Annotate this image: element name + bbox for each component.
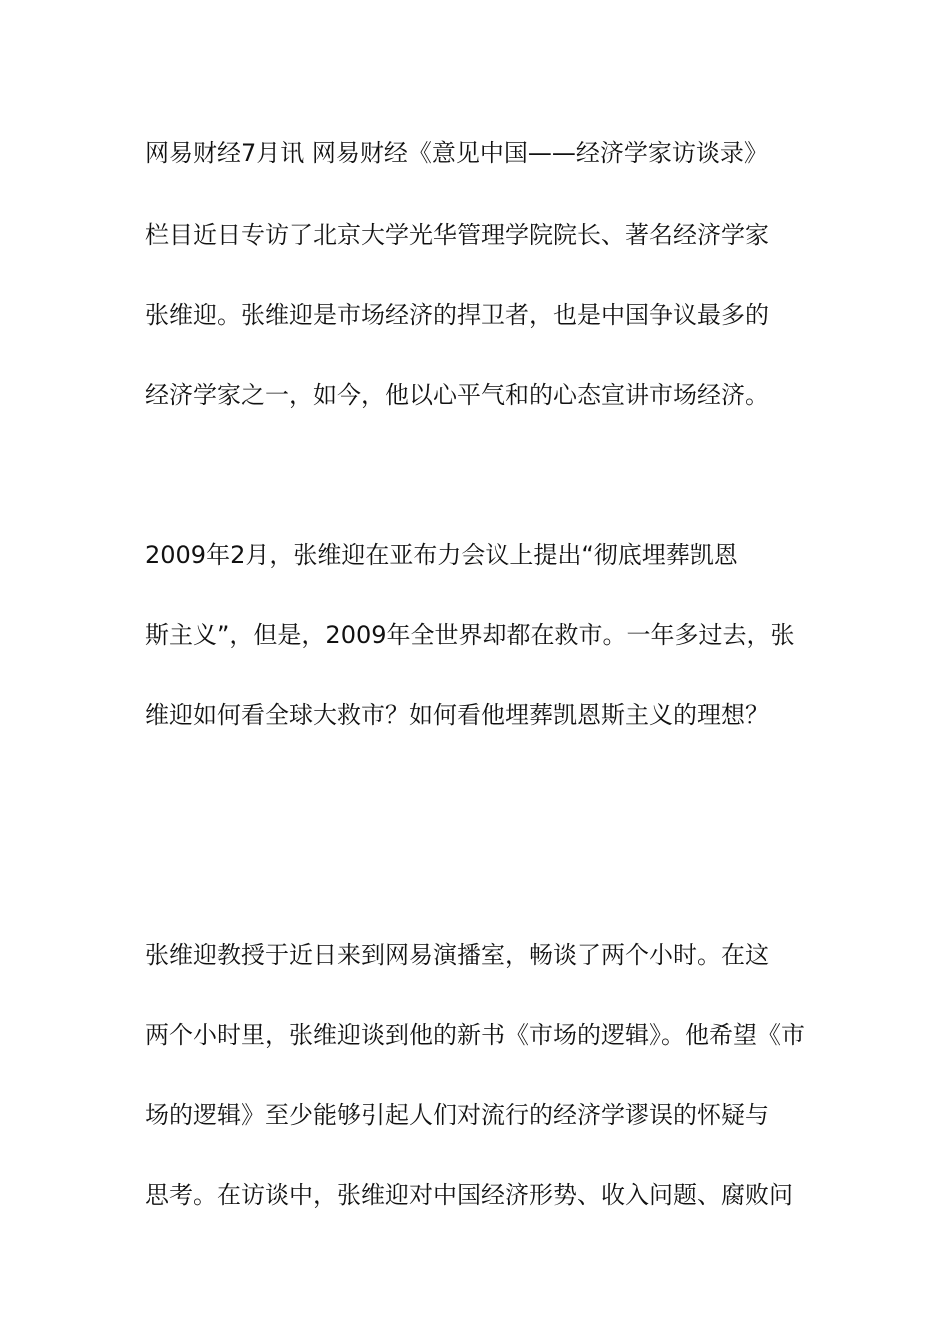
paragraph-line: 栏目近日专访了北京大学光华管理学院院长、著名经济学家 <box>145 221 769 249</box>
paragraph-line: 经济学家之一，如今，他以心平气和的心态宣讲市场经济。 <box>145 381 769 409</box>
paragraph-line: 张维迎教授于近日来到网易演播室，畅谈了两个小时。在这 <box>145 941 769 969</box>
paragraph-line: 2009年2月，张维迎在亚布力会议上提出“彻底埋葬凯恩 <box>145 541 738 569</box>
paragraph-line: 两个小时里，张维迎谈到他的新书《市场的逻辑》。他希望《市 <box>145 1021 805 1049</box>
paragraph-line: 维迎如何看全球大救市？如何看他埋葬凯恩斯主义的理想？ <box>145 701 769 729</box>
paragraph-line: 张维迎。张维迎是市场经济的捍卫者，也是中国争议最多的 <box>145 301 769 329</box>
paragraph-line: 思考。在访谈中，张维迎对中国经济形势、收入问题、腐败问 <box>145 1181 793 1209</box>
paragraph-line: 场的逻辑》至少能够引起人们对流行的经济学谬误的怀疑与 <box>145 1101 769 1129</box>
paragraph-line: 网易财经7月讯 网易财经《意见中国——经济学家访谈录》 <box>145 139 768 167</box>
paragraph-line: 斯主义”，但是，2009年全世界却都在救市。一年多过去，张 <box>145 621 795 649</box>
